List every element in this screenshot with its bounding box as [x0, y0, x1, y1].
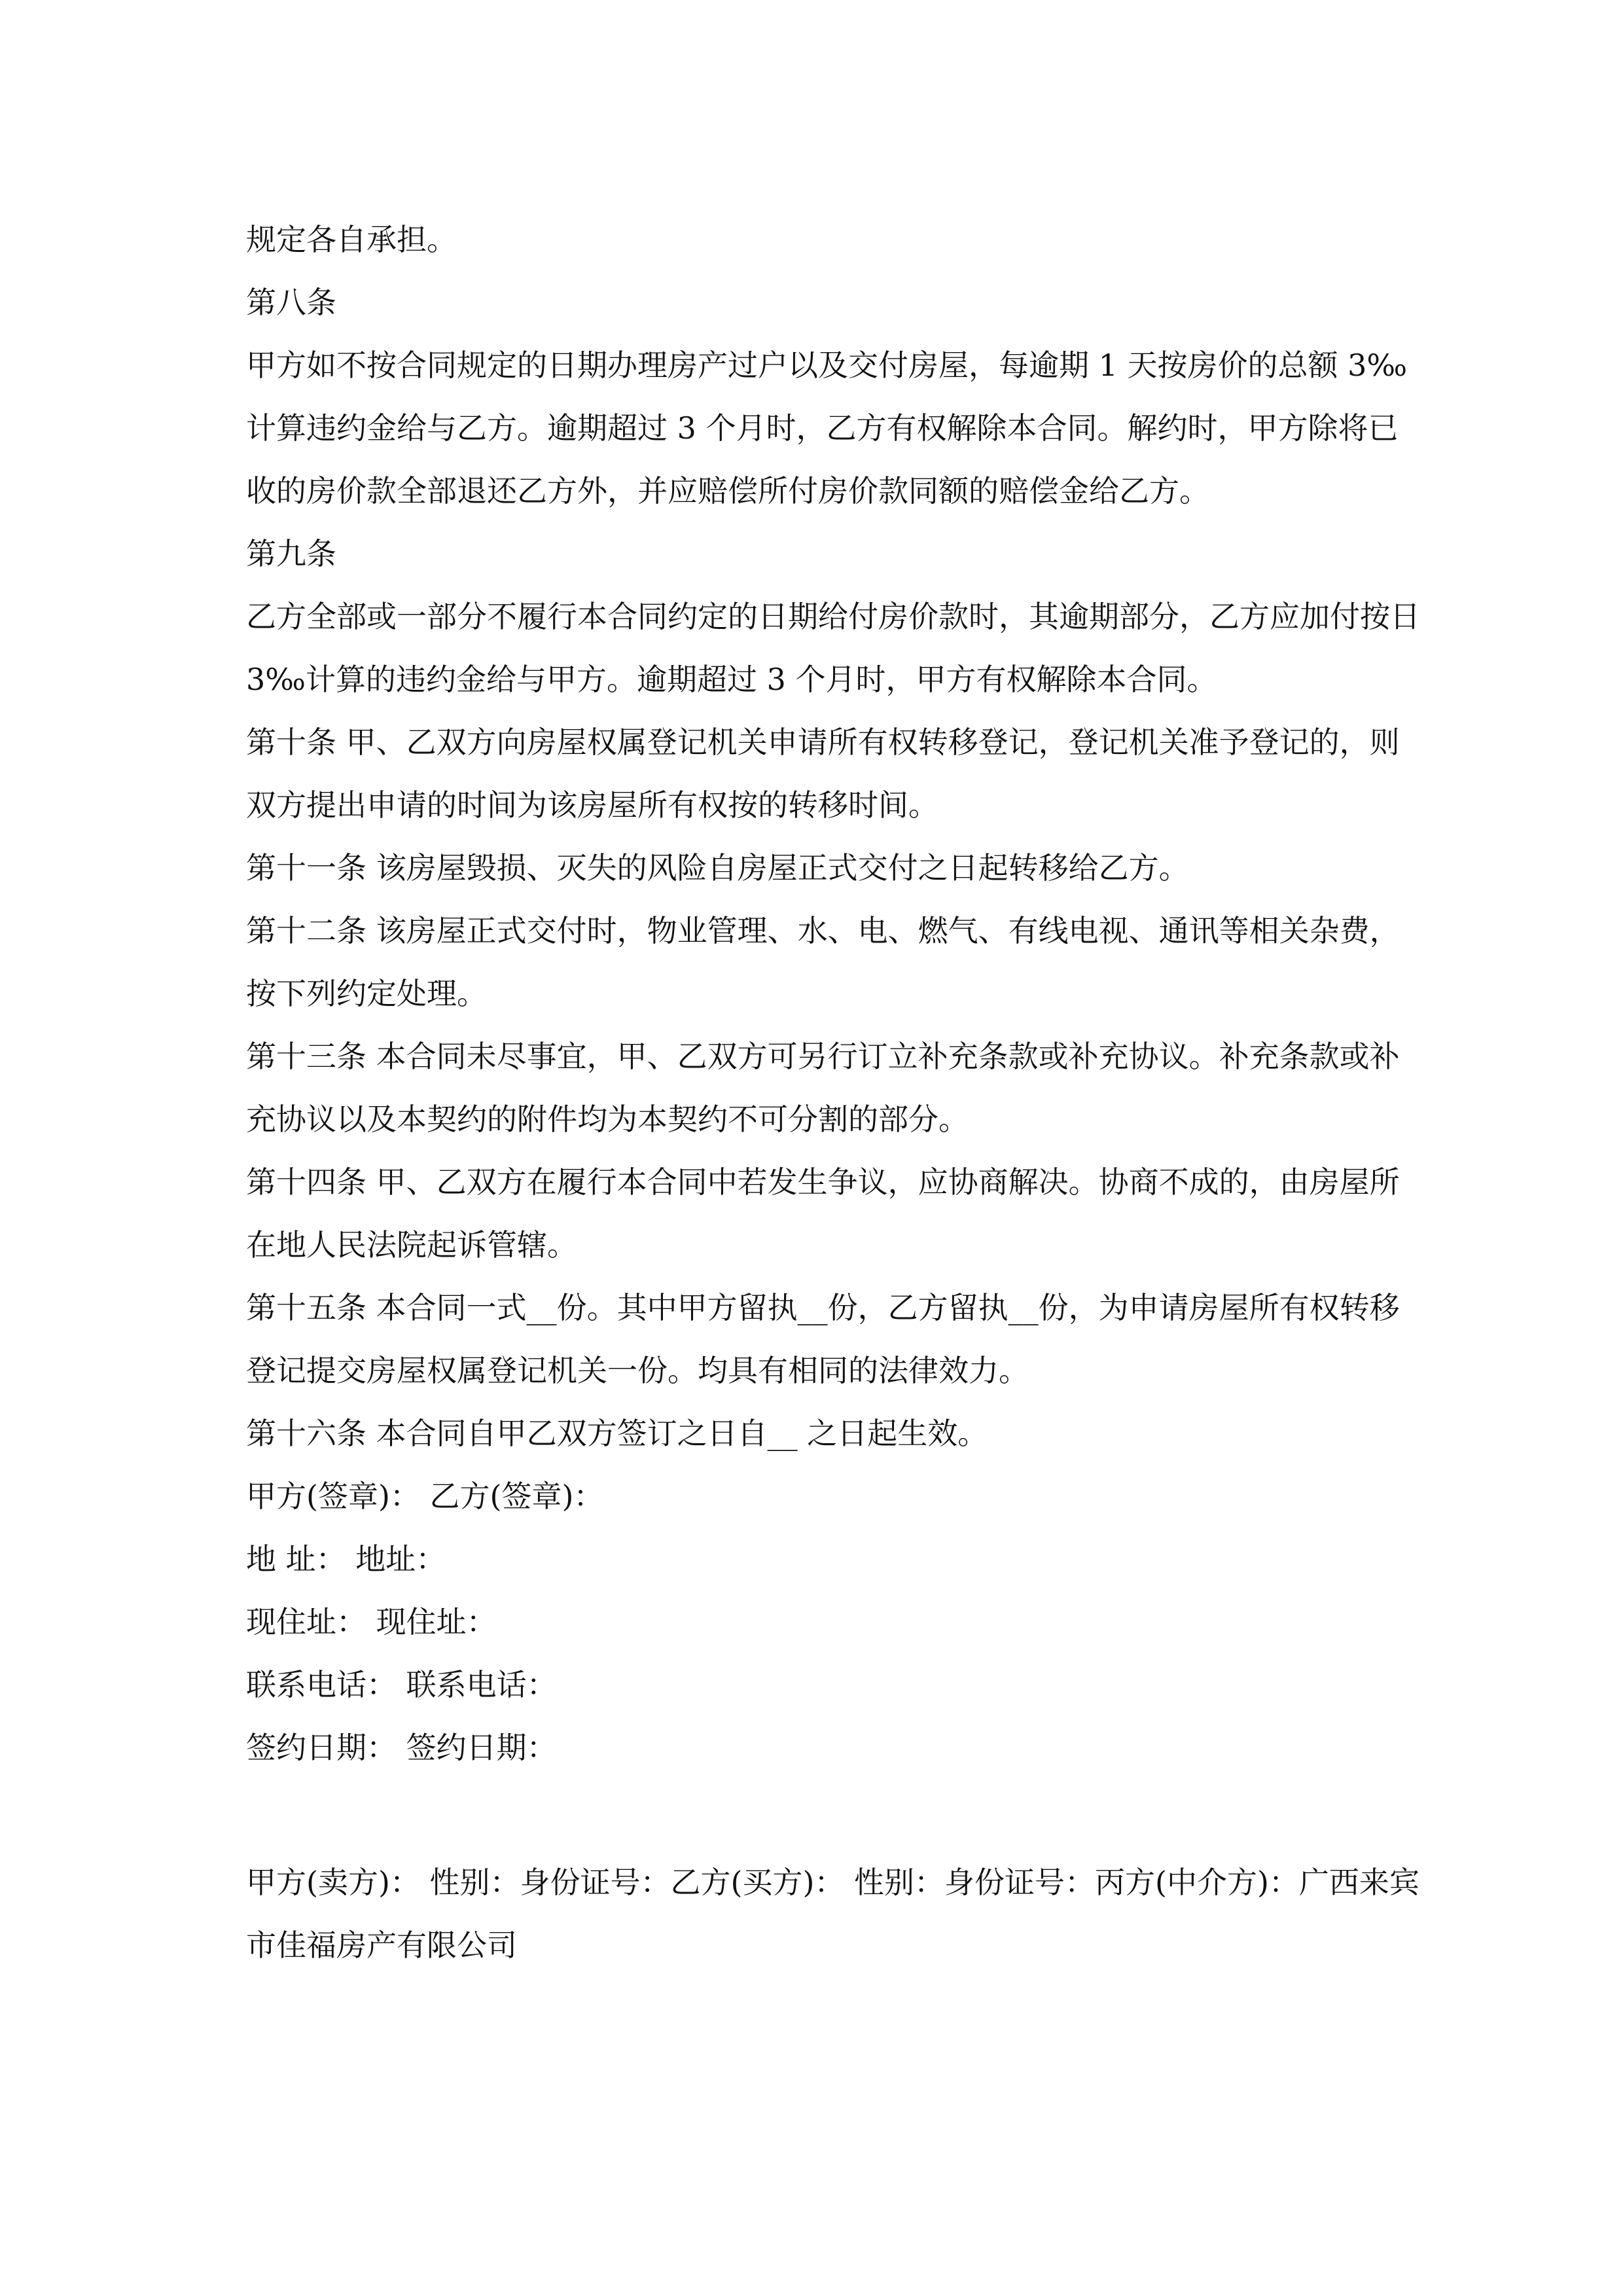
document-body: [246, 208, 1424, 1977]
phone-line: 联系电话： 联系电话：: [246, 1667, 557, 1702]
signature-line: 甲方(签章)： 乙方(签章)：: [246, 1479, 604, 1514]
article-15: 第十五条 本合同一式__份。其中甲方留执__份，乙方留执__份，为申请房屋所有权转移登记提交房屋权属登记机关一份。均具有相同的法律效力。: [246, 1290, 1400, 1388]
parties-line: 甲方(卖方)： 性别：身份证号：乙方(买方)： 性别：身份证号：丙方(中介方)：广西来宾市佳福房产有限公司: [246, 1865, 1419, 1963]
article-heading-9: 第九条: [246, 536, 336, 571]
article-10: 第十条 甲、乙双方向房屋权属登记机关申请所有权转移登记，登记机关准予登记的，则双方提出申请的时间为该房屋所有权按的转移时间。: [246, 725, 1400, 823]
current-address-line: 现住址： 现住址：: [246, 1604, 497, 1640]
article-11: 第十一条 该房屋毁损、灭失的风险自房屋正式交付之日起转移给乙方。: [246, 850, 1189, 886]
section-gap: [246, 1779, 1424, 1851]
article-heading-8: 第八条: [246, 285, 336, 320]
article-13: 第十三条 本合同未尽事宜，甲、乙双方可另行订立补充条款或补充协议。补充条款或补充协议以及本契约的附件均为本契约不可分割的部分。: [246, 1039, 1400, 1137]
address-line: 地 址： 地址：: [246, 1541, 446, 1577]
article-12: 第十二条 该房屋正式交付时，物业管理、水、电、燃气、有线电视、通讯等相关杂费，按下列约定处理。: [246, 913, 1400, 1011]
sign-date-line: 签约日期： 签约日期：: [246, 1730, 557, 1765]
article-14: 第十四条 甲、乙双方在履行本合同中若发生争议，应协商解决。协商不成的，由房屋所在地人民法院起诉管辖。: [246, 1164, 1400, 1263]
paragraph: 规定各自承担。: [246, 222, 457, 257]
paragraph: 乙方全部或一部分不履行本合同约定的日期给付房价款时，其逾期部分，乙方应加付按日 3‰计算的违约金给与甲方。逾期超过 3 个月时，甲方有权解除本合同。: [246, 599, 1420, 697]
article-16: 第十六条 本合同自甲乙双方签订之日自__ 之日起生效。: [246, 1416, 988, 1451]
paragraph: 甲方如不按合同规定的日期办理房产过户以及交付房屋，每逾期 1 天按房价的总额 3‰计算违约金给与乙方。逾期超过 3 个月时，乙方有权解除本合同。解约时，甲方除将已收的房价款全部退还乙方外，并应赔偿所付房价款同额的赔偿金给乙方。: [246, 348, 1408, 509]
